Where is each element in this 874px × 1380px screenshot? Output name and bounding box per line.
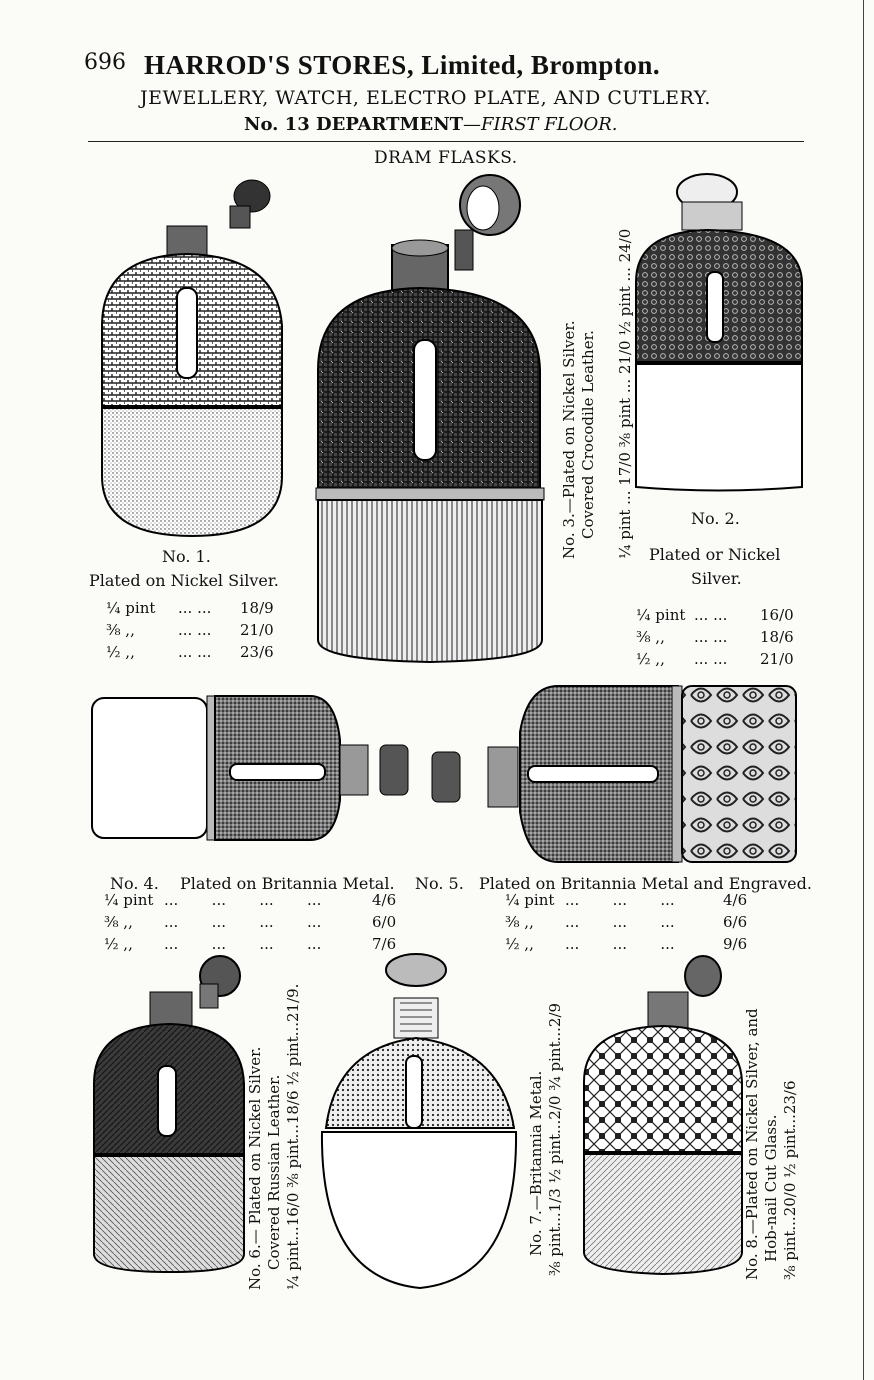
dots-cell: ... ... ...: [565, 913, 675, 931]
no2-description-line2: Silver.: [691, 569, 742, 588]
flask-no6-illustration: [90, 954, 250, 1274]
flask-no4-illustration: [90, 690, 420, 850]
dots-cell: ... ...: [178, 621, 212, 639]
dots-cell: ... ...: [694, 628, 728, 646]
price-row: [636, 604, 794, 626]
price-row: [505, 911, 747, 933]
flask-no7-illustration: [316, 948, 526, 1298]
no3-caption: [560, 229, 635, 559]
price-row: [636, 648, 794, 670]
no6-caption: [246, 984, 303, 1290]
price-row: [106, 597, 274, 619]
price-cell: 4/6: [723, 891, 748, 909]
dots-cell: ... ... ... ...: [164, 913, 322, 931]
price-cell: 7/6: [372, 935, 397, 953]
no3-line1: No. 3.—Plated on Nickel Silver.: [560, 320, 578, 559]
price-row: [636, 626, 794, 648]
department-line: [244, 114, 618, 135]
dots-cell: ... ...: [178, 643, 212, 661]
dots-cell: ... ...: [694, 606, 728, 624]
no2-number: No. 2.: [691, 509, 740, 528]
no1-price-table: [106, 597, 274, 663]
dots-cell: ... ...: [694, 650, 728, 668]
no6-line2: Covered Russian Leather.: [265, 1074, 283, 1270]
dots-cell: ... ... ...: [565, 935, 675, 953]
price-cell: 9/6: [723, 935, 748, 953]
price-row: [104, 889, 396, 911]
no3-line3: ¼ pint ... 17/0 ⅜ pint ... 21/0 ½ pint ... 24/0: [616, 228, 634, 559]
no1-number: No. 1.: [162, 547, 211, 566]
header-rule: [88, 141, 804, 142]
size-cell: ⅜ ,,: [636, 628, 665, 646]
price-cell: 18/9: [240, 599, 274, 617]
size-cell: ¼ pint: [104, 891, 154, 909]
flask-no5-illustration: [428, 682, 800, 872]
flask-no3-illustration: [310, 170, 550, 670]
dots-cell: ... ... ...: [565, 891, 675, 909]
flask-no2-illustration: [632, 172, 812, 497]
price-cell: 6/6: [723, 913, 748, 931]
size-cell: ¼ pint: [505, 891, 555, 909]
size-cell: ½ ,,: [636, 650, 665, 668]
flask-no1-illustration: [92, 176, 292, 541]
no6-line3: ¼ pint...16/0 ⅜ pint...18/6 ½ pint...21/9.: [284, 983, 302, 1290]
no4-description: Plated on Britannia Metal.: [180, 874, 395, 893]
price-row: [104, 911, 396, 933]
size-cell: ⅜ ,,: [505, 913, 534, 931]
no1-description: Plated on Nickel Silver.: [89, 571, 279, 590]
flask-no8-illustration: [578, 952, 748, 1277]
price-cell: 23/6: [240, 643, 274, 661]
department-label: No. 13 DEPARTMENT: [244, 114, 464, 135]
page-subtitle: JEWELLERY, WATCH, ELECTRO PLATE, AND CUTLERY.: [140, 87, 711, 109]
dots-cell: ... ... ... ...: [164, 935, 322, 953]
price-cell: 16/0: [760, 606, 794, 624]
size-cell: ⅜ ,,: [104, 913, 133, 931]
price-cell: 6/0: [372, 913, 397, 931]
page-edge: [863, 0, 864, 1380]
no7-line1: No. 7.—Britannia Metal.: [527, 1070, 545, 1256]
size-cell: ¼ pint: [106, 599, 156, 617]
price-row: [505, 889, 747, 911]
price-cell: 4/6: [372, 891, 397, 909]
no8-line1: No. 8.—Plated on Nickel Silver, and: [743, 1008, 761, 1280]
no3-line2: Covered Crocodile Leather.: [579, 330, 597, 539]
no8-line3: ⅜ pint...20/0 ½ pint...23/6: [781, 1080, 799, 1280]
price-cell: 18/6: [760, 628, 794, 646]
no8-caption: [743, 1008, 800, 1280]
no6-line1: No. 6.— Plated on Nickel Silver.: [246, 1046, 264, 1290]
page-number: 696: [84, 50, 126, 75]
no4-price-table: [104, 889, 396, 955]
dots-cell: ... ...: [178, 599, 212, 617]
size-cell: ½ ,,: [104, 935, 133, 953]
dots-cell: ... ... ... ...: [164, 891, 322, 909]
no5-description: Plated on Britannia Metal and Engraved.: [479, 874, 812, 893]
no2-description-line1: Plated or Nickel: [649, 545, 781, 564]
no2-price-table: [636, 604, 794, 670]
price-cell: 21/0: [760, 650, 794, 668]
price-row: [106, 641, 274, 663]
no7-caption: [527, 1003, 565, 1276]
no5-number: No. 5.: [415, 874, 464, 893]
size-cell: ¼ pint: [636, 606, 686, 624]
store-title: HARROD'S STORES, Limited, Brompton.: [144, 50, 661, 80]
price-row: [106, 619, 274, 641]
no4-number: No. 4.: [110, 874, 159, 893]
no8-line2: Hob-nail Cut Glass.: [762, 1114, 780, 1262]
price-cell: 21/0: [240, 621, 274, 639]
size-cell: ½ ,,: [505, 935, 534, 953]
size-cell: ⅜ ,,: [106, 621, 135, 639]
size-cell: ½ ,,: [106, 643, 135, 661]
section-title: DRAM FLASKS.: [374, 148, 518, 168]
floor-label: —FIRST FLOOR.: [463, 114, 618, 135]
no5-price-table: [505, 889, 747, 955]
no7-line2: ⅜ pint...1/3 ½ pint...2/0 ¾ pint...2/9: [546, 1002, 564, 1276]
